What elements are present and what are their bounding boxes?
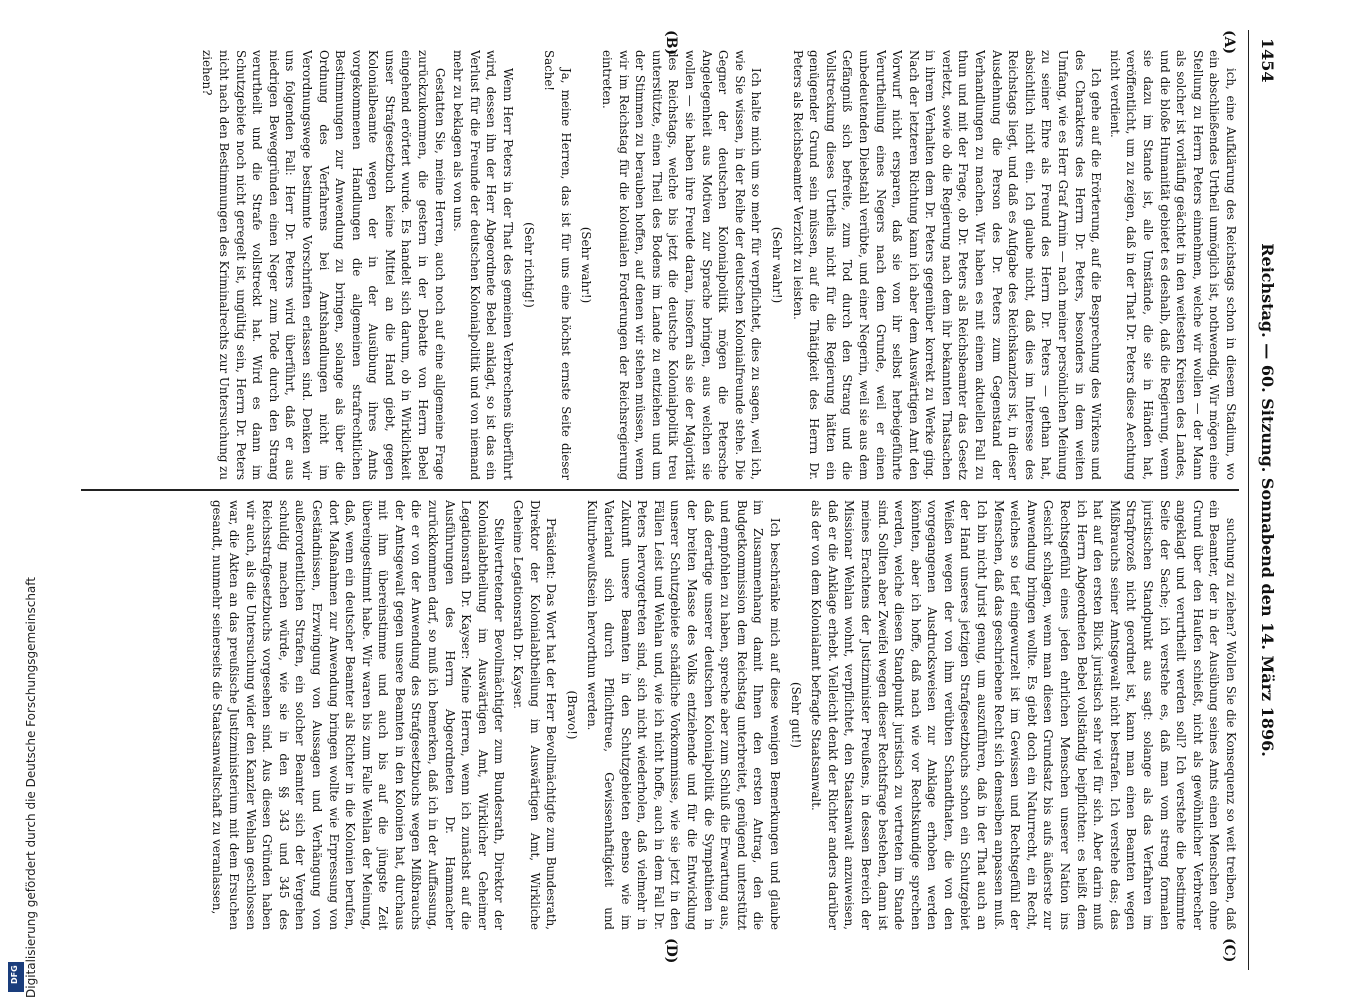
paragraph: suchung zu ziehen? Wollen Sie die Konsequenz so weit treiben, daß ein Beamter, der in der Ausübung seines Amts einen Menschen ohne Grund über den Haufen schießt, nicht als gewöhnlicher Verbrecher angeklagt und verurtheilt werden soll? Ich verstehe die bestimmte Seite der Sache; ich verstehe es, daß man vom streng formalen juristischen Standpunkt aus sagt: solange als das Verfahren im Strafprozeß nicht geordnet ist, kann man einen Beamten wegen Mißbrauchs seiner Amtsgewalt nicht bestrafen. Ich verstehe das; das hat auf den ersten Blick juristisch sehr viel für sich. Aber darin muß ich Herrn Abgeordneten Bebel vollständig beipflichten: es heißt dem Rechtsgefühl eines jeden ehrlichen Menschen unserer Nation ins Gesicht schlagen, wenn man diesen Grundsatz bis aufs äußerste zur Anwendung bringen wollte. Es giebt doch ein Naturrecht, ein Recht, welches so tief eingewurzelt ist im Gewissen und Rechtsgefühl der Menschen, daß das geschriebene Recht sich demselben anpassen muß. Ich bin nicht Jurist genug, um auszuführen, daß in der That auch an der Hand unseres jetzigen Strafgesetzbuchs schon ein Schutzgebiet Weißen wegen der von ihm verübten Schandthaten, die von den vorgegangenen Ausdrucksweisen zur Anklage erhoben werden könnten, aber ich hoffe, daß nach wie vor Rechtskundige sprechen werden, welche diesen Standpunkt juristisch zu vertreten im Stande sind. Sollten aber Zweifel wegen dieser Rechtsfrage bestehen, dann ist meines Erachtens der Justizminister Preußens, in dessen Bereich der Missionar Wehlan wohnt, verpflichtet, den Staatsanwalt anzuweisen, daß er die Anklage erhebt. Vielleicht denkt der Richter anders darüber als der von dem Kolonialamt befragte Staatsanwalt. [809, 500, 1238, 930]
interjection: (Sehr wahr!) [769, 226, 784, 304]
interjection: (Sehr wahr!) [579, 226, 594, 304]
newspaper-page [68, 30, 1283, 970]
margin-marker-b: (B) [663, 30, 679, 56]
paragraph: Ich halte mich um so mehr für verpflichtet, dies zu sagen, weil ich, wie Sie wissen, in der Reihe der deutschen Kolonialfreunde stehe. Die Gegner der deutschen Kolonialpolitik mögen die Petersche Angelegenheit aus Motiven zur Sprache bringen, aus welchen sie wollen — sie haben ihre Freude daran, insofern als sie der Majorität des Reichstags, welche bis jetzt die deutsche Kolonialpolitik treu unterstützte, einen Theil des Bodens im Lande zu entziehen und um der Stimmen zu berauben hoffen, auf denen wir stehen müssen, wenn wir im Reichstag für die kolonialen Forderungen der Reichsregierung eintreten. [600, 50, 764, 480]
paragraph: Wenn Herr Peters in der That des gemeinen Verbrechens überführt wird, dessen ihn der Herr Abgeordnete Bebel anklagt, so ist das ein Verlust für die Freunde der deutschen Kolonialpolitik und von niemand mehr zu beklagen als von uns. [451, 50, 516, 480]
paragraph: Ja, meine Herren, das ist für uns eine höchst ernste Seite dieser Sache! [542, 50, 573, 480]
dfg-logo-icon: DFG [8, 962, 24, 992]
interjection: (Sehr richtig!) [521, 222, 536, 308]
paragraph: Ich gehe auf die Erörterung, auf die Besprechung des Wirkens und des Charakters des Herrn Dr. Peters, besonders in dem weiten Umfang, wie es Herr Graf Arnim — nach meiner persönlichen Meinung zu seiner Ehre als Freund des Herrn Dr. Peters — gethan hat, absichtlich nicht ein. Ich glaube nicht, daß dies im Interesse des Reichstags liegt, und daß es Aufgabe des Reichskanzlers ist, in dieser Ausdehnung die Person des Dr. Peters zum Gegenstand der Verhandlungen zu machen. Wir haben es mit einem aktuellen Fall zu thun und mit der Frage, ob Dr. Peters als Reichsbeamter das Gesetz verletzt, sowie ob die Regierung nach dem ihr bekannten Thatsachen in ihrem Verhalten dem Dr. Peters gegenüber korrekt zu Werke ging. Nach der letzteren Richtung kann ich aber dem Auswärtigen Amt den Vorwurf nicht ersparen, daß sie von ihr selbst herbeigeführte Verurtheilung eines Negers nach dem Grunde, weil er einen unbedeutenden Diebstahl verübte, und einer Negerin, weil sie aus dem Gefängniß sich befreite, zum Tod durch den Strang und die Vollstreckung dieses Urtheils nicht für die Regierung hätten ein genügender Grund sein müssen, auf die Thätigkeit des Herrn Dr. Peters als Reichsbeamter Verzicht zu leisten. [790, 50, 1104, 480]
paragraph: Ich beschränke mich auf diese wenigen Bemerkungen und glaube im Zusammenhang damit Ihnen den ersten Antrag, den die Budgetkommission dem Reichstag unterbreitet, genügend unterstützt und empfohlen zu haben, spreche aber zum Schluß die Erwartung aus, daß derartige unserer deutschen Kolonialpolitik die Sympathieen in der breiten Masse des Volks entziehende und für die Entwicklung unserer Schutzgebiete schädliche Vorkommnisse, wie sie jetzt in den Fällen Leist und Wehlan und, wie ich nicht hoffe, auch in dem Fall Dr. Peters hervorgetreten sind, sich nicht wiederholen, daß vielmehr in Zukunft unsere Beamten in den Schutzgebieten ebenso wie im Vaterland sich durch Pflichttreue, Gewissenhaftigkeit und Kulturbewußtsein hervorthun werden. [585, 500, 782, 930]
page-title: Reichstag. — 60. Sitzung. Sonnabend den 14. März 1896. [1258, 243, 1277, 757]
left-text-column [81, 50, 1239, 480]
margin-marker-d: (D) [663, 938, 679, 964]
paragraph: Stellvertretender Bevollmächtigter zum Bundesrath, Direktor der Kolonialabtheilung im Auswärtigen Amt, Wirklicher Geheimer Legationsrath Dr. Kayser: Meine Herren, wenn ich zunächst auf die Ausführungen des Herrn Abgeordneten Dr. Hammacher zurückkommen darf, so muß ich bemerken, daß ich in der Auffassung, die er von der Anwendung des Strafgesetzbuchs wegen Mißbrauchs der Amtsgewalt gegen unsere Beamten in den Kolonien hat, durchaus mit ihm übereinstimme und auch bis auf die jüngste Zeit übereingestimmt habe. Wir waren bis zum Falle Wehlan der Meinung, daß, wenn ein deutscher Beamter als Richter in die Kolonien berufen, dort Maßnahmen zur Anwendung bringen wollte wie Erpressung von Geständnissen, Erzwingung von Aussagen und Verhängung von außerordentlichen Strafen, ein solcher Beamter sich der Vergehen schuldig machen würde, wie sie in den §§ 343 und 345 des Reichsstrafgesetzbuchs vorgesehen sind. Aus diesen Gründen haben wir auch, als die Untersuchung wider den Kanzler Wehlan geschlossen war, die Akten an das preußische Justizministerium mit dem Ersuchen gesandt, nunmehr seinerseits die Staatsanwaltschaft zu veranlassen, [210, 500, 507, 930]
column-divider [81, 489, 1239, 491]
page-header [1248, 30, 1283, 970]
funding-notice: Digitalisierung gefördert durch die Deutsche Forschungsgemeinschaft [24, 576, 38, 998]
right-text-column [81, 500, 1239, 930]
interjection: (Bravo!) [564, 690, 579, 740]
margin-marker-c: (C) [1221, 938, 1237, 963]
margin-marker-a: (A) [1221, 30, 1237, 55]
digitization-footer [6, 0, 38, 1000]
paragraph: Präsident: Das Wort hat der Herr Bevollmächtigte zum Bundesrath, Direktor der Kolonialabtheilung im Auswärtigen Amt, Wirkliche Geheime Legationsrath Dr. Kayser. [511, 500, 559, 930]
paragraph: ich, eine Aufklärung des Reichstags schon in diesem Stadium, wo ein abschließendes Urtheil unmöglich ist, nothwendig. Wir mögen eine Stellung zu Herrn Peters einnehmen, welche wir wollen — der Mann als solcher ist vorläufig geächtet in den weitesten Kreisen des Landes, und die bloße Humanität gebietet es deshalb, daß die Regierung, wenn sie dazu im Stande ist, alle Umstände, die sie in Händen hat, veröffentlicht, um zu zeigen, daß in der That Dr. Peters diese Aechtung nicht verdient. [1107, 50, 1238, 480]
interjection: (Sehr gut!) [788, 682, 803, 748]
paragraph: Gestatten Sie, meine Herren, auch noch auf eine allgemeine Frage zurückzukommen, die gestern in der Debatte von Herrn Bebel eingehend erörtert wurde. Es handelt sich darum, ob in Wirklichkeit unser Strafgesetzbuch keine Mittel an die Hand giebt, gegen Kolonialbeamte wegen der in der Ausübung ihres Amts vorgekommenen Handlungen die allgemeinen strafrechtlichen Bestimmungen zur Anwendung zu bringen, solange als über die Ordnung des Verfahrens bei Amtshandlungen nicht im Verordnungswege bestimmte Vorschriften erlassen sind. Denken wir uns folgenden Fall: Herr Dr. Peters wird überführt, daß er aus niedrigen Beweggründen einen Neger zum Tode durch den Strang verurtheilt und die Strafe vollstreckt hat. Wird es dann im Schutzgebiete noch nicht geregelt ist, ungültig sein, Herrn Dr. Peters nicht nach den Bestimmungen des Kriminalrechts zur Untersuchung zu ziehen? [200, 50, 447, 480]
page-number: 1454 [1258, 38, 1277, 83]
